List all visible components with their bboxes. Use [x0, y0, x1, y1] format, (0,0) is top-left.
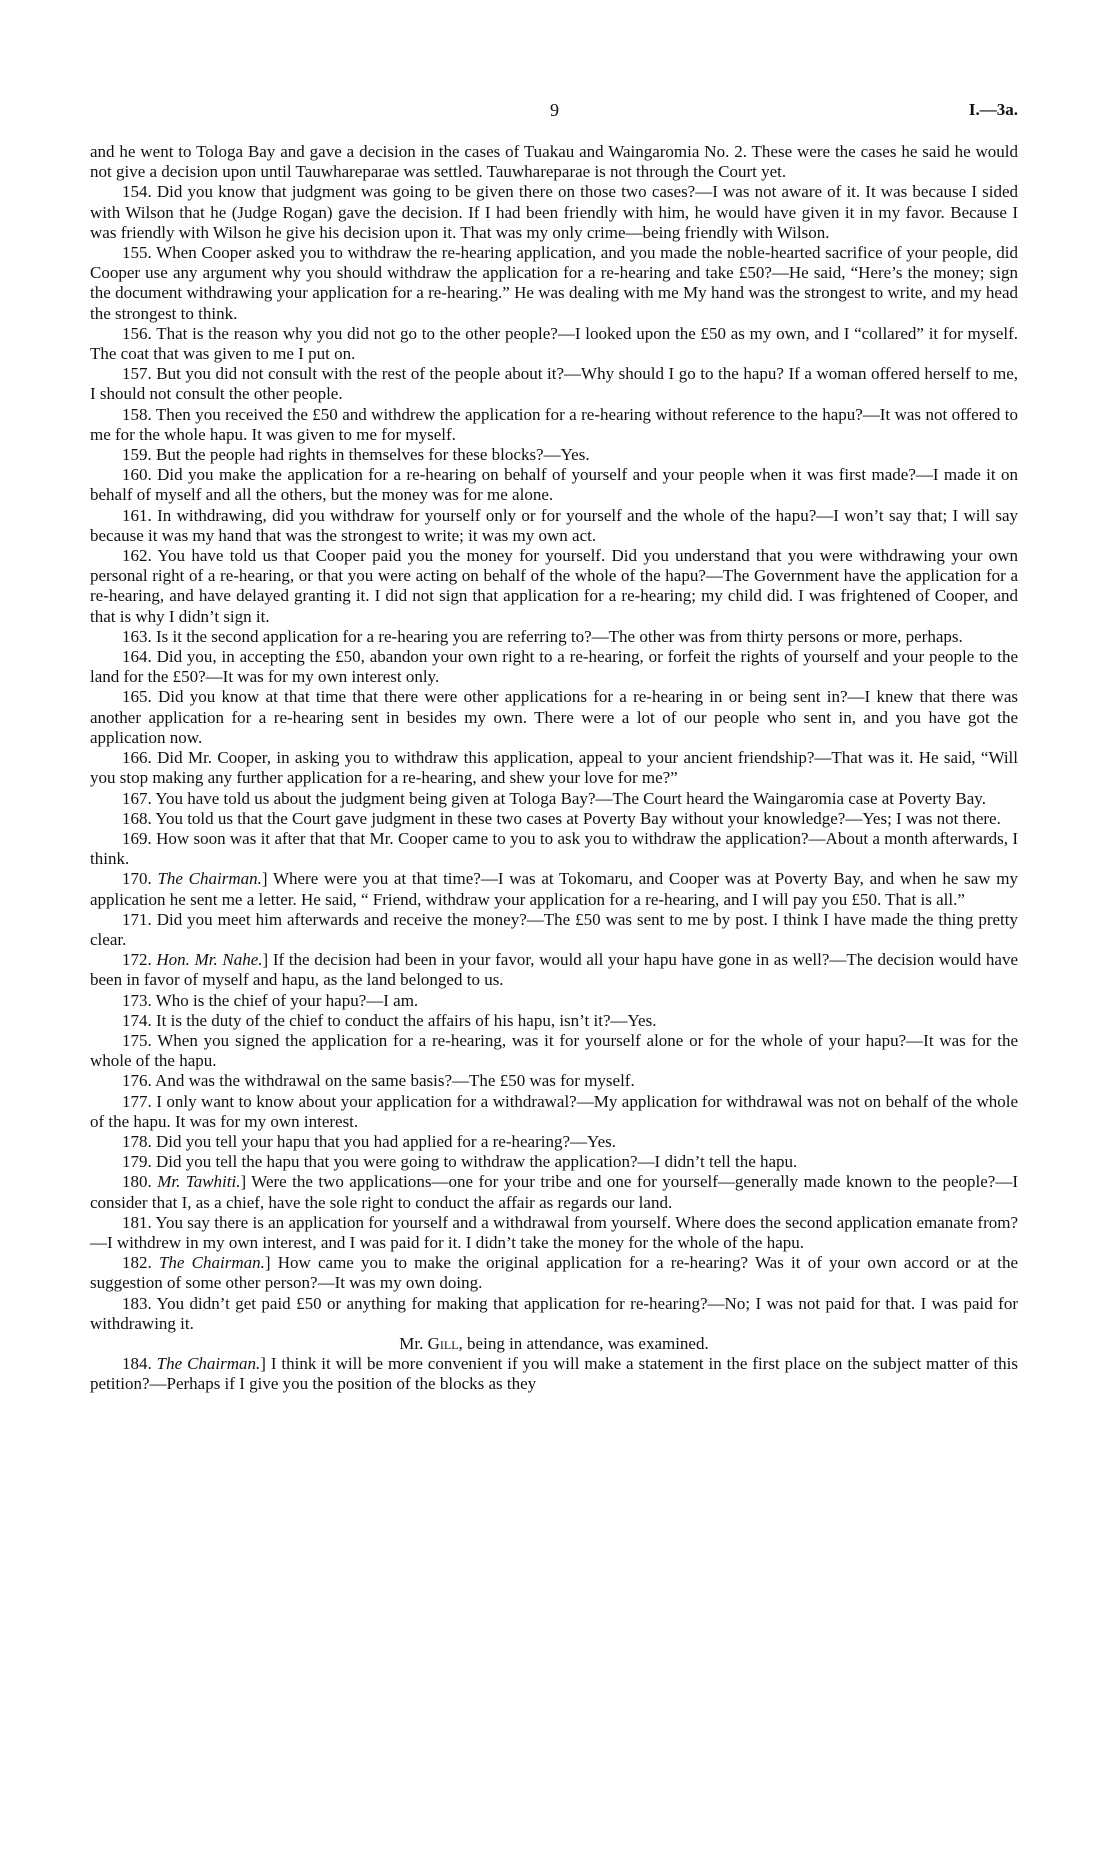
paragraph-158: 158. Then you received the £50 and withdrew the application for a re-hearing without reference to the hapu?—It was not offered to me for the whole hapu. It was given to me for myself. [90, 404, 1018, 444]
paragraph-161: 161. In withdrawing, did you withdraw for yourself only or for yourself and the whole of the hapu?—I won’t say that; I will say because it was my hand that was the strongest to write; it was my own act. [90, 505, 1018, 545]
page-header [90, 100, 1018, 130]
speaker-name: Hon. Mr. Nahe. [156, 950, 263, 970]
speaker-name: The Chairman. [157, 869, 262, 889]
paragraph-180: 180. Mr. Tawhiti.] Were the two applications—one for your tribe and one for yourself—generally made known to the people?—I consider that I, as a chief, have the sole right to conduct the affair as regards our land. [90, 1172, 1018, 1212]
paragraph-157: 157. But you did not consult with the rest of the people about it?—Why should I go to the hapu? If a woman offered herself to me, I should not consult the other people. [90, 364, 1018, 404]
paragraph-continuation: and he went to Tologa Bay and gave a decision in the cases of Tuakau and Waingaromia No. 2. These were the cases he said he would not give a decision upon until Tauwhareparae was settled. Tauwhareparae is not through the Court yet. [90, 142, 1018, 182]
speaker-name: The Chairman. [158, 1253, 265, 1273]
paragraph-174: 174. It is the duty of the chief to conduct the affairs of his hapu, isn’t it?—Yes. [122, 1010, 657, 1030]
paragraph-164: 164. Did you, in accepting the £50, abandon your own right to a re-hearing, or forfeit the rights of yourself and your people to the land for the £50?—It was for my own interest only. [90, 647, 1018, 687]
body-text [90, 142, 1018, 1395]
page-number: 9 [550, 100, 559, 120]
paragraph-166: 166. Did Mr. Cooper, in asking you to withdraw this application, appeal to your ancient friendship?—That was it. He said, “Will you stop making any further application for a re-hearing, and shew your love for me?” [90, 748, 1018, 788]
paragraph-159: 159. But the people had rights in themselves for these blocks?—Yes. [122, 445, 590, 465]
witness-name: Gill [427, 1333, 459, 1353]
paper-reference: I.—3a. [968, 100, 1018, 119]
paragraph-181: 181. You say there is an application for yourself and a withdrawal from yourself. Where does the second application emanate from?—I withdrew in my own interest, and I was paid for it. I didn’t take the money for the whole of the hapu. [90, 1212, 1018, 1252]
paragraph-179: 179. Did you tell the hapu that you were going to withdraw the application?—I didn’t tell the hapu. [122, 1152, 798, 1172]
paragraph-182: 182. The Chairman.] How came you to make the original application for a re-hearing? Was it of your own accord or at the suggestion of some other person?—It was my own doing. [90, 1253, 1018, 1293]
paragraph-170: 170. The Chairman.] Where were you at that time?—I was at Tokomaru, and Cooper was at Poverty Bay, and when he saw my application he sent me a letter. He said, “ Friend, withdraw your application for a re-hearing, and I will pay you £50. That is all.” [90, 869, 1018, 909]
paragraph-156: 156. That is the reason why you did not go to the other people?—I looked upon the £50 as my own, and I “collared” it for myself. The coat that was given to me I put on. [90, 323, 1018, 364]
paragraph-160: 160. Did you make the application for a re-hearing on behalf of yourself and your people when it was first made?—I made it on behalf of myself and all the others, but the money was for me alone. [90, 465, 1018, 505]
paragraph-167: 167. You have told us about the judgment being given at Tologa Bay?—The Court heard the Waingaromia case at Poverty Bay. [122, 788, 986, 808]
witness-heading: Mr. Gill, being in attendance, was examined. [399, 1333, 709, 1353]
paragraph-176: 176. And was the withdrawal on the same basis?—The £50 was for myself. [122, 1071, 635, 1091]
paragraph-162: 162. You have told us that Cooper paid you the money for yourself. Did you understand that you were withdrawing your own personal right of a re-hearing, or that you were acting on behalf of the whole of the hapu?—The Government have the application for a re-hearing, and have delayed granting it. I did not sign that application for a re-hearing; my child did. I was frightened of Cooper, and that is why I didn’t sign it. [90, 546, 1018, 626]
paragraph-171: 171. Did you meet him afterwards and receive the money?—The £50 was sent to me by post. I think I have made the thing pretty clear. [90, 909, 1018, 949]
paragraph-154: 154. Did you know that judgment was going to be given there on those two cases?—I was not aware of it. It was because I sided with Wilson that he (Judge Rogan) gave the decision. If I had been friendly with him, he would have given it in my favor. Because I was friendly with Wilson he give his decision upon it. That was my only crime—being friendly with Wilson. [90, 182, 1018, 242]
speaker-name: Mr. Tawhiti. [157, 1172, 241, 1192]
paragraph-175: 175. When you signed the application for a re-hearing, was it for yourself alone or for the whole of your hapu?—It was for the whole of the hapu. [90, 1030, 1018, 1071]
paragraph-178: 178. Did you tell your hapu that you had applied for a re-hearing?—Yes. [122, 1131, 616, 1151]
paragraph-165: 165. Did you know at that time that there were other applications for a re-hearing in or being sent in?—I knew that there was another application for a re-hearing sent in besides my own. There were a lot of our people who sent in, and you have got the application now. [90, 687, 1018, 747]
paragraph-184: 184. The Chairman.] I think it will be more convenient if you will make a statement in the first place on the subject matter of this petition?—Perhaps if I give you the position of the blocks as they [90, 1354, 1019, 1394]
paragraph-163: 163. Is it the second application for a re-hearing you are referring to?—The other was from thirty persons or more, perhaps. [122, 626, 963, 646]
paragraph-173: 173. Who is the chief of your hapu?—I am. [122, 990, 419, 1010]
paragraph-169: 169. How soon was it after that that Mr. Cooper came to you to ask you to withdraw the application?—About a month afterwards, I think. [90, 828, 1018, 869]
paragraph-168: 168. You told us that the Court gave judgment in these two cases at Poverty Bay without your knowledge?—Yes; I was not there. [122, 808, 1001, 828]
speaker-name: The Chairman. [156, 1354, 261, 1374]
paragraph-172: 172. Hon. Mr. Nahe.] If the decision had been in your favor, would all your hapu have gone in as well?—The decision would have been in favor of myself and hapu, as the land belonged to us. [90, 950, 1019, 990]
paragraph-177: 177. I only want to know about your application for a withdrawal?—My application for withdrawal was not on behalf of the whole of the hapu. It was for my own interest. [90, 1091, 1018, 1131]
paragraph-155: 155. When Cooper asked you to withdraw the re-hearing application, and you made the noble-hearted sacrifice of your people, did Cooper use any argument why you should withdraw the application for a re-hearing and take £50?—He said, “Here’s the money; sign the document withdrawing your application for a re-hearing.” He was dealing with me My hand was the strongest to write, and my head the strongest to think. [90, 243, 1018, 323]
paragraph-183: 183. You didn’t get paid £50 or anything for making that application for re-hearing?—No; I was not paid for that. I was paid for withdrawing it. [90, 1293, 1018, 1333]
